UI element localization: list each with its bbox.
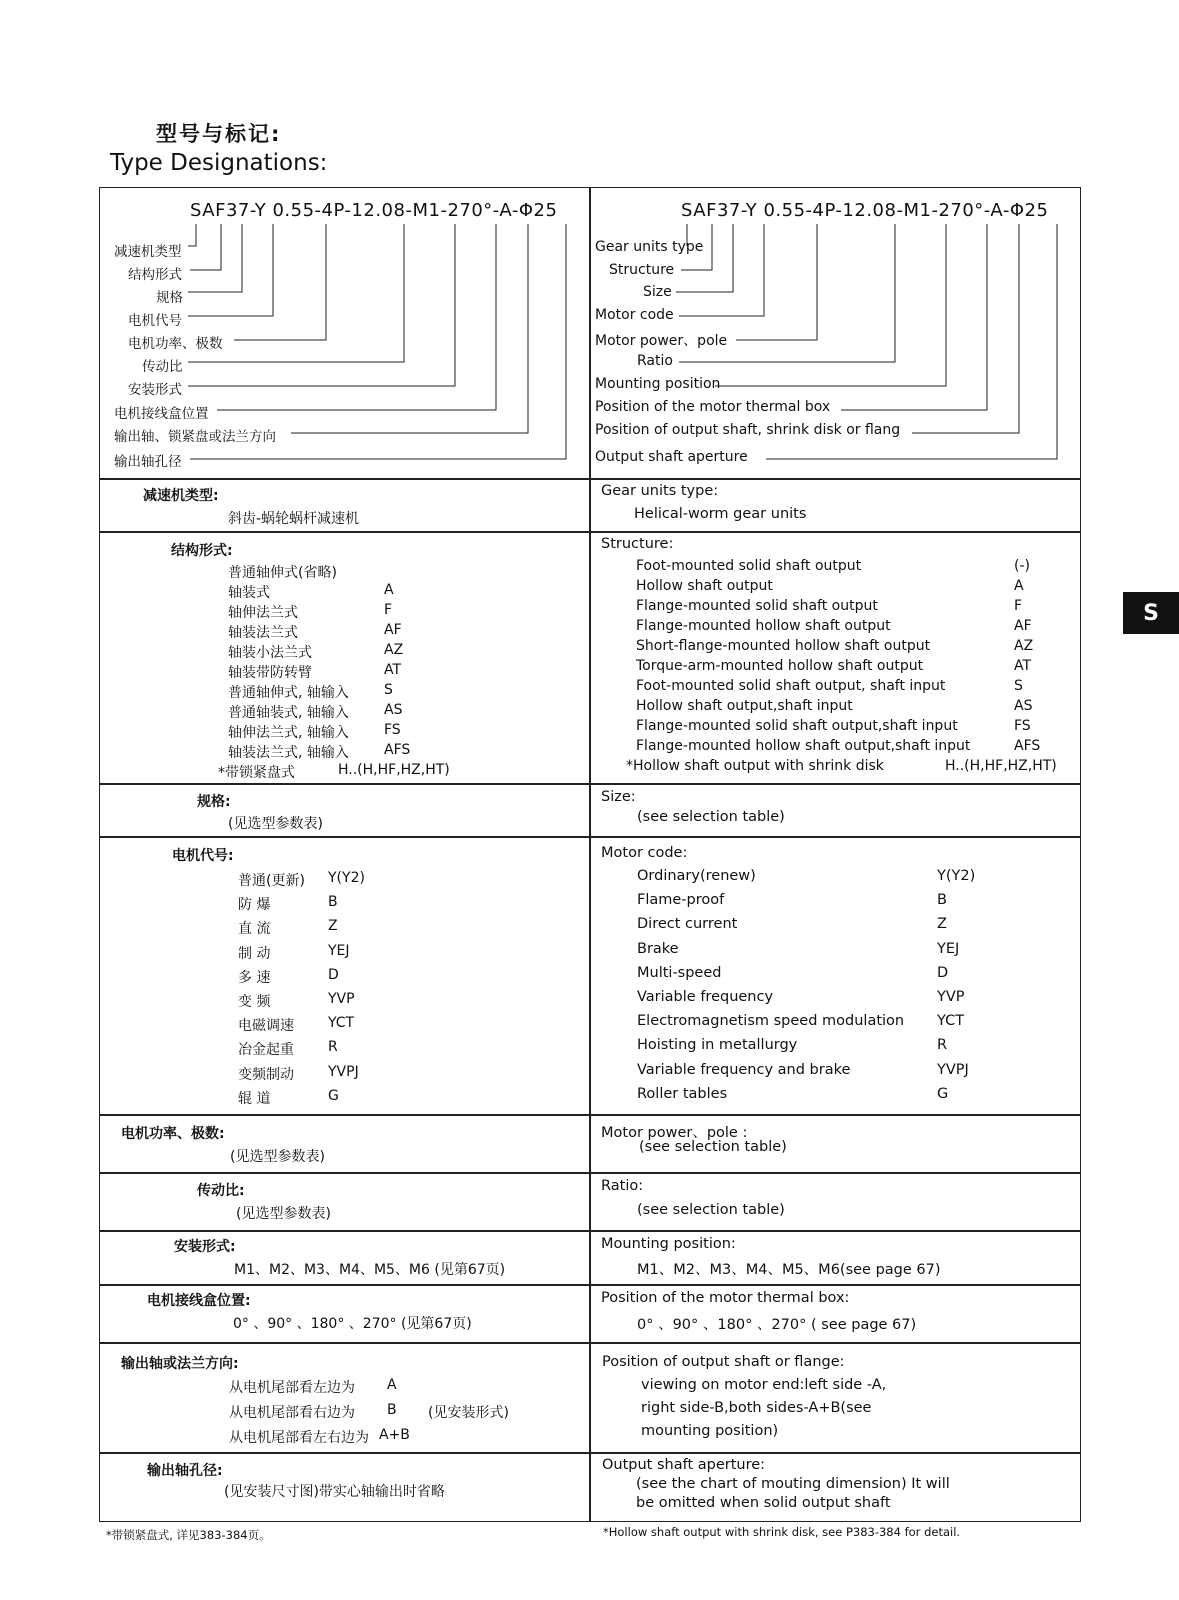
motor-code-row-en-code: R: [937, 1037, 948, 1054]
size-value-cn: (见选型参数表): [228, 816, 323, 832]
motor-code-row-en-item: Variable frequency and brake: [637, 1061, 851, 1078]
output-dir-row-cn: 从电机尾部看左右边为: [229, 1430, 369, 1446]
structure-row-en-item: Hollow shaft output: [636, 578, 773, 594]
structure-row-en-item: Short-flange-mounted hollow shaft output: [636, 638, 931, 654]
output-dir-title-cn: 输出轴或法兰方向:: [121, 1356, 239, 1372]
code-part: M1: [412, 200, 441, 221]
structure-row-cn-item: 普通轴伸式, 轴输入: [228, 685, 349, 701]
motor-code-row-en-item: Direct current: [637, 916, 738, 933]
code-part: -: [740, 200, 746, 221]
structure-title-en: Structure:: [601, 536, 674, 552]
structure-row-cn-item: 轴装法兰式: [228, 625, 298, 641]
output-dir-code-cn: B: [387, 1402, 397, 1418]
motor-code-row-en-code: YVPJ: [937, 1061, 969, 1078]
motor-code-row-en-item: Variable frequency: [637, 989, 774, 1005]
structure-row-en-item: Hollow shaft output,shaft input: [636, 698, 853, 714]
code-part: 12.08: [351, 200, 406, 221]
structure-row-en-code: AT: [1014, 658, 1032, 674]
structure-row-en-code: H..(H,HF,HZ,HT): [945, 758, 1057, 774]
motor-code-row-en-code: Y(Y2): [937, 868, 976, 884]
structure-row-cn-code: AT: [384, 662, 402, 678]
motor-code-row-cn-code: YVP: [328, 991, 355, 1007]
output-dir-code-cn: A+B: [379, 1427, 410, 1443]
gear-type-value-en: Helical-worm gear units: [634, 506, 807, 522]
motor-code-row-cn-item: 辊 道: [238, 1090, 271, 1107]
structure-row-en-item: Flange-mounted solid shaft output,shaft input: [636, 718, 958, 734]
structure-row-en-item: *Hollow shaft output with shrink disk: [626, 758, 884, 774]
structure-row-en-item: Foot-mounted solid shaft output, shaft input: [636, 678, 946, 694]
structure-row-en-code: AFS: [1014, 738, 1041, 754]
structure-row-en-code: (-): [1014, 558, 1030, 574]
structure-row-cn-item: 轴装小法兰式: [228, 645, 312, 661]
motor-code-row-en-code: YVP: [937, 989, 965, 1005]
motor-code-row-cn-code: D: [328, 966, 339, 983]
motor-code-row-cn-code: YCT: [328, 1015, 355, 1032]
motor-code-row-cn-item: 电磁调速: [238, 1018, 294, 1035]
gear-type-value-cn: 斜齿-蜗轮蜗杆减速机: [228, 511, 360, 527]
mounting-title-cn: 安装形式:: [174, 1239, 236, 1255]
code-part: S: [681, 200, 694, 221]
structure-row-cn-item: 普通轴装式, 轴输入: [228, 705, 349, 721]
structure-row-cn-code: F: [384, 602, 393, 618]
label-motor-power-cn: 电机功率、极数: [128, 336, 223, 352]
structure-row-en-code: AF: [1014, 618, 1032, 634]
motor-code-row-en-code: G: [937, 1085, 949, 1102]
motor-code-row-en-item: Electromagnetism speed modulation: [637, 1013, 905, 1030]
heading-en: Type Designations:: [110, 150, 328, 176]
label-gear-type-en: Gear units type: [595, 239, 704, 255]
motor-code-row-en-item: Flame-proof: [637, 892, 725, 909]
motor-power-value-en: (see selection table): [639, 1139, 787, 1155]
label-structure-en: Structure: [609, 262, 675, 278]
motor-code-row-cn-item: 直 流: [238, 921, 271, 938]
row-divider: [99, 783, 1081, 785]
structure-row-en-code: AS: [1014, 698, 1033, 714]
motor-code-row-cn-code: Z: [328, 918, 338, 935]
code-part: -: [931, 200, 939, 221]
structure-row-cn-code: FS: [384, 722, 401, 738]
structure-row-cn-code: AS: [384, 702, 403, 718]
structure-row-en-code: A: [1014, 578, 1024, 594]
structure-row-cn-item: 轴装带防转臂: [228, 665, 312, 681]
motor-power-title-cn: 电机功率、极数:: [121, 1126, 225, 1142]
motor-code-row-cn-code: YVPJ: [328, 1063, 359, 1080]
row-divider: [99, 1172, 1081, 1174]
thermal-box-value-en: 0° 、90° 、180° 、270° ( see page 67): [637, 1317, 917, 1333]
label-ratio-cn: 传动比: [142, 359, 183, 375]
gear-type-title-cn: 减速机类型:: [143, 488, 219, 504]
code-part: -: [896, 200, 904, 221]
size-title-cn: 规格:: [197, 794, 231, 810]
code-part: -: [1002, 200, 1010, 221]
ratio-value-en: (see selection table): [637, 1202, 785, 1218]
code-part: -: [440, 200, 448, 221]
ratio-title-cn: 传动比:: [197, 1183, 245, 1199]
output-dir-title-en: Position of output shaft or flange:: [602, 1354, 845, 1370]
structure-row-en-item: Torque-arm-mounted hollow shaft output: [636, 658, 924, 674]
label-gear-type-cn: 减速机类型: [114, 244, 182, 260]
motor-code-row-en-code: D: [937, 964, 949, 981]
motor-code-row-en-code: Z: [937, 916, 947, 933]
code-part: -4P-: [805, 200, 843, 221]
label-output-dir-en: Position of output shaft, shrink disk or flang: [595, 422, 901, 438]
gear-type-title-en: Gear units type:: [601, 483, 719, 499]
heading-cn: 型号与标记:: [156, 122, 282, 146]
motor-code-row-cn-item: 变 频: [238, 994, 271, 1010]
motor-code-row-cn-code: Y(Y2): [328, 870, 365, 886]
code-part: Φ25: [518, 200, 558, 221]
structure-row-cn-item: *带锁紧盘式: [218, 765, 295, 781]
label-size-cn: 规格: [156, 290, 183, 306]
code-part: M1: [903, 200, 932, 221]
structure-row-en-code: FS: [1014, 718, 1031, 734]
label-motor-code-cn: 电机代号: [128, 313, 182, 329]
code-part: Y: [254, 200, 267, 221]
mounting-value-en: M1、M2、M3、M4、M5、M6(see page 67): [637, 1262, 941, 1278]
code-part: -4P-: [314, 200, 352, 221]
motor-code-row-en-item: Ordinary(renew): [637, 868, 756, 884]
label-motor-code-en: Motor code: [595, 307, 674, 323]
output-dir-line-en: mounting position): [641, 1423, 779, 1439]
motor-code-row-cn-code: B: [328, 894, 338, 911]
motor-code-row-en-item: Multi-speed: [637, 964, 722, 981]
structure-row-cn-item: 轴装式: [228, 585, 270, 601]
label-ratio-en: Ratio: [637, 353, 673, 369]
structure-row-cn-item: 轴伸法兰式: [228, 605, 298, 621]
aperture-line-en: be omitted when solid output shaft: [636, 1495, 891, 1511]
label-mounting-en: Mounting position: [595, 376, 721, 392]
thermal-box-value-cn: 0° 、90° 、180° 、270° (见第67页): [233, 1316, 472, 1332]
structure-row-en-code: AZ: [1014, 638, 1034, 654]
mounting-title-en: Mounting position:: [601, 1236, 736, 1252]
structure-title-cn: 结构形式:: [171, 543, 233, 559]
code-part: 37: [225, 200, 250, 221]
motor-code-row-cn-item: 普通(更新): [238, 873, 305, 889]
code-part: Φ25: [1009, 200, 1049, 221]
code-part: 270°: [447, 200, 493, 221]
code-part: A: [990, 200, 1003, 221]
structure-row-en-item: Flange-mounted hollow shaft output,shaft input: [636, 738, 971, 754]
code-part: S: [190, 200, 203, 221]
label-motor-power-en: Motor power、pole: [595, 333, 728, 349]
aperture-title-en: Output shaft aperture:: [602, 1457, 766, 1473]
structure-row-cn-code: H..(H,HF,HZ,HT): [338, 762, 450, 778]
structure-row-en-item: Flange-mounted hollow shaft output: [636, 618, 891, 634]
structure-row-cn-item: 轴装法兰式, 轴输入: [228, 745, 349, 761]
output-dir-row-cn: 从电机尾部看左边为: [229, 1380, 355, 1396]
motor-code-row-cn-item: 多 速: [238, 969, 271, 986]
label-aperture-en: Output shaft aperture: [595, 449, 748, 465]
motor-code-row-cn-code: R: [328, 1039, 338, 1056]
side-tab-s: S: [1123, 592, 1179, 634]
code-part: 0.55: [272, 200, 315, 221]
motor-code-row-cn-code: G: [328, 1087, 339, 1104]
aperture-title-cn: 输出轴孔径:: [147, 1463, 223, 1479]
row-divider: [99, 1452, 1081, 1454]
row-divider: [99, 531, 1081, 533]
code-part: A: [499, 200, 512, 221]
size-value-en: (see selection table): [637, 809, 785, 825]
structure-row-cn-code: AF: [384, 622, 402, 638]
output-dir-note-cn: (见安装形式): [428, 1405, 509, 1421]
structure-row-cn-code: A: [384, 582, 394, 598]
code-part: 12.08: [842, 200, 897, 221]
motor-code-row-en-item: Hoisting in metallurgy: [637, 1037, 798, 1054]
motor-code-row-en-item: Roller tables: [637, 1085, 728, 1102]
row-divider: [99, 1230, 1081, 1232]
output-dir-code-cn: A: [387, 1377, 397, 1393]
structure-row-en-code: F: [1014, 598, 1023, 614]
label-thermal-box-cn: 电机接线盒位置: [114, 406, 209, 422]
motor-code-row-cn-item: 冶金起重: [238, 1042, 294, 1059]
label-size-en: Size: [643, 284, 672, 300]
code-part: Y: [745, 200, 758, 221]
motor-code-row-cn-item: 制 动: [238, 945, 271, 962]
label-structure-cn: 结构形式: [128, 267, 182, 283]
code-part: -: [492, 200, 500, 221]
ratio-value-cn: (见选型参数表): [236, 1206, 331, 1222]
row-divider: [99, 836, 1081, 838]
code-part: -: [983, 200, 991, 221]
motor-code-row-en-code: B: [937, 892, 947, 909]
code-part: AF: [693, 200, 717, 221]
code-part: AF: [202, 200, 226, 221]
structure-row-cn-code: AFS: [384, 742, 411, 758]
motor-power-title-en: Motor power、pole :: [601, 1125, 748, 1141]
code-part: 270°: [938, 200, 984, 221]
motor-power-value-cn: (见选型参数表): [230, 1149, 325, 1165]
structure-row-cn-item: 轴伸法兰式, 轴输入: [228, 725, 349, 741]
code-part: 37: [716, 200, 741, 221]
footnote-cn: *带锁紧盘式, 详见383-384页。: [106, 1528, 271, 1542]
thermal-box-title-en: Position of the motor thermal box:: [601, 1290, 850, 1306]
row-divider: [99, 1284, 1081, 1286]
row-divider: [99, 1114, 1081, 1116]
motor-code-title-cn: 电机代号:: [172, 848, 234, 864]
motor-code-row-cn-code: YEJ: [328, 942, 350, 959]
output-dir-line-en: right side-B,both sides-A+B(see: [641, 1400, 872, 1416]
label-thermal-box-en: Position of the motor thermal box: [595, 399, 831, 415]
row-divider: [99, 1342, 1081, 1344]
motor-code-row-en-item: Brake: [637, 940, 679, 957]
motor-code-title-en: Motor code:: [601, 845, 688, 861]
thermal-box-title-cn: 电机接线盒位置:: [147, 1293, 251, 1309]
structure-row-en-item: Foot-mounted solid shaft output: [636, 558, 862, 574]
mounting-value-cn: M1、M2、M3、M4、M5、M6 (见第67页): [234, 1262, 506, 1278]
size-title-en: Size:: [601, 789, 636, 805]
structure-row-en-code: S: [1014, 678, 1023, 694]
structure-row-cn-item: 普通轴伸式(省略): [228, 565, 337, 581]
label-mounting-cn: 安装形式: [128, 382, 182, 398]
motor-code-row-en-code: YEJ: [937, 940, 960, 957]
code-part: 0.55: [763, 200, 806, 221]
structure-row-cn-code: S: [384, 682, 393, 698]
ratio-title-en: Ratio:: [601, 1178, 644, 1194]
output-dir-line-en: viewing on motor end:left side -A,: [641, 1377, 887, 1393]
motor-code-row-cn-item: 变频制动: [238, 1066, 294, 1083]
code-part: -: [249, 200, 255, 221]
motor-code-row-en-code: YCT: [937, 1013, 965, 1030]
label-aperture-cn: 输出轴孔径: [114, 454, 182, 470]
output-dir-row-cn: 从电机尾部看右边为: [229, 1405, 355, 1421]
aperture-value-cn: (见安装尺寸图)带实心轴输出时省略: [224, 1484, 445, 1500]
code-part: -: [511, 200, 519, 221]
motor-code-row-cn-item: 防 爆: [238, 897, 271, 914]
structure-row-cn-code: AZ: [384, 642, 404, 658]
code-part: -: [405, 200, 413, 221]
label-output-dir-cn: 输出轴、锁紧盘或法兰方向: [114, 429, 276, 445]
structure-row-en-item: Flange-mounted solid shaft output: [636, 598, 878, 614]
aperture-line-en: (see the chart of mouting dimension) It will: [636, 1476, 950, 1492]
footnote-en: *Hollow shaft output with shrink disk, see P383-384 for detail.: [603, 1525, 961, 1539]
